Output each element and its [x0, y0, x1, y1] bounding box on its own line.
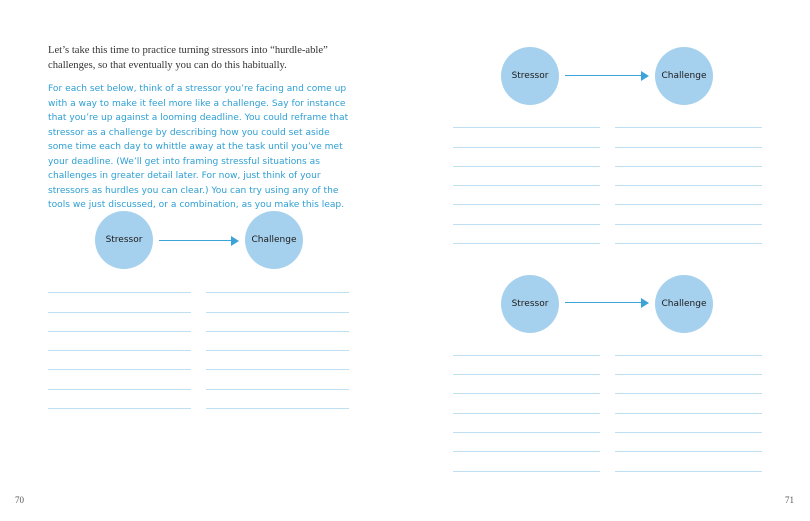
- challenge-circle: Challenge: [655, 47, 713, 105]
- writing-line[interactable]: [453, 243, 600, 244]
- writing-line[interactable]: [615, 451, 762, 452]
- writing-line[interactable]: [615, 147, 762, 148]
- stressor-circle: Stressor: [501, 275, 559, 333]
- writing-line[interactable]: [206, 408, 349, 409]
- page-number: 71: [785, 495, 794, 505]
- writing-line[interactable]: [48, 350, 191, 351]
- writing-line[interactable]: [615, 166, 762, 167]
- writing-line[interactable]: [453, 204, 600, 205]
- writing-line[interactable]: [453, 471, 600, 472]
- writing-line[interactable]: [206, 312, 349, 313]
- writing-line[interactable]: [615, 185, 762, 186]
- stressor-circle: Stressor: [95, 211, 153, 269]
- writing-line[interactable]: [48, 292, 191, 293]
- writing-line[interactable]: [615, 224, 762, 225]
- writing-line[interactable]: [453, 147, 600, 148]
- writing-line[interactable]: [615, 471, 762, 472]
- intro-text: Let’s take this time to practice turning stressors into “hurdle-able” challenges, so that eventually you can do this habitually.: [48, 45, 328, 71]
- writing-line[interactable]: [206, 389, 349, 390]
- writing-line[interactable]: [453, 413, 600, 414]
- writing-line[interactable]: [48, 369, 191, 370]
- challenge-circle: Challenge: [245, 211, 303, 269]
- writing-line[interactable]: [206, 369, 349, 370]
- writing-line[interactable]: [615, 432, 762, 433]
- writing-line[interactable]: [453, 224, 600, 225]
- writing-line[interactable]: [453, 355, 600, 356]
- arrow-icon: [159, 236, 239, 246]
- stressor-circle: Stressor: [501, 47, 559, 105]
- writing-line[interactable]: [48, 312, 191, 313]
- page-number: 70: [15, 495, 24, 505]
- writing-line[interactable]: [615, 393, 762, 394]
- writing-line[interactable]: [206, 292, 349, 293]
- writing-line[interactable]: [206, 331, 349, 332]
- arrow-icon: [565, 298, 649, 308]
- writing-line[interactable]: [615, 127, 762, 128]
- writing-line[interactable]: [453, 451, 600, 452]
- writing-line[interactable]: [206, 350, 349, 351]
- writing-line[interactable]: [615, 374, 762, 375]
- writing-line[interactable]: [453, 127, 600, 128]
- writing-line[interactable]: [48, 389, 191, 390]
- writing-line[interactable]: [453, 393, 600, 394]
- writing-line[interactable]: [453, 374, 600, 375]
- right-page: [405, 0, 810, 521]
- writing-line[interactable]: [615, 355, 762, 356]
- instructions-text: For each set below, think of a stressor you’re facing and come up with a way to make it feel more like a challenge. Say for instance that you’re up against a looming deadline. You could reframe that stressor as a challenge by describing how you could set aside some time each day to whittle away at the task until you’ve met your deadline. (We’ll get into framing stressful situations as challenges in greater detail later. For now, just think of your stressors as hurdles you can clear.) You can try using any of the tools we just discussed, or a combination, as you make this leap.: [48, 84, 349, 210]
- arrow-icon: [565, 71, 649, 81]
- writing-line[interactable]: [48, 331, 191, 332]
- challenge-circle: Challenge: [655, 275, 713, 333]
- writing-line[interactable]: [453, 185, 600, 186]
- writing-line[interactable]: [615, 243, 762, 244]
- writing-line[interactable]: [615, 413, 762, 414]
- writing-line[interactable]: [453, 166, 600, 167]
- writing-line[interactable]: [48, 408, 191, 409]
- writing-line[interactable]: [453, 432, 600, 433]
- writing-line[interactable]: [615, 204, 762, 205]
